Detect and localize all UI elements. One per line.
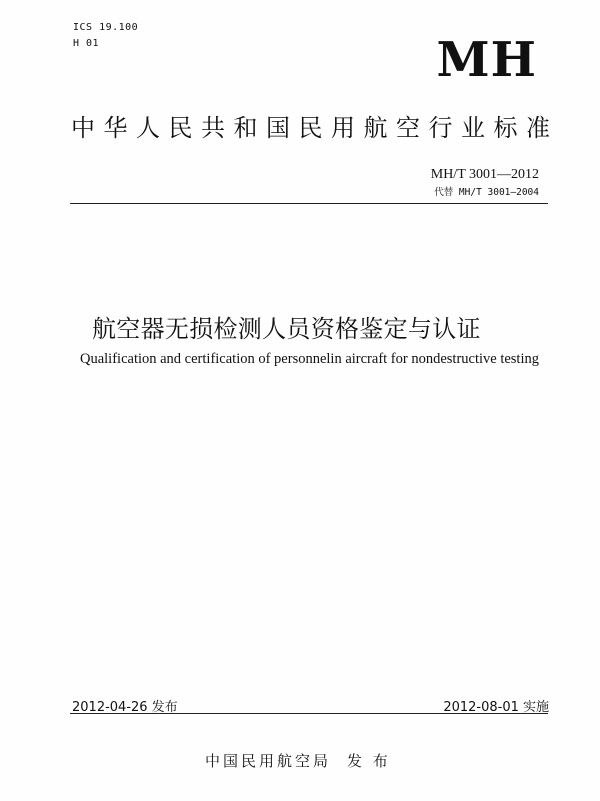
ics-code: ICS 19.100	[73, 22, 139, 33]
organization-title: 中华人民共和国民用航空行业标准	[71, 114, 559, 142]
publisher-line	[205, 750, 391, 771]
document-title-english: Qualification and certification of personnelin aircraft for nondestructive testing	[80, 351, 539, 367]
document-title-chinese: 航空器无损检测人员资格鉴定与认证	[92, 315, 481, 343]
mh-logo: MH	[436, 32, 537, 88]
replaces-standard: 代替 MH/T 3001—2004	[434, 187, 539, 198]
bottom-divider	[70, 713, 548, 714]
implementation-date: 2012-08-01 实施	[443, 700, 549, 715]
publisher-name: 中国民用航空局	[205, 752, 332, 770]
classification-code: H 01	[73, 38, 100, 49]
standard-number: MH/T 3001—2012	[430, 167, 539, 182]
publish-label: 发 布	[347, 752, 391, 770]
top-divider	[70, 203, 548, 204]
issue-date: 2012-04-26 发布	[72, 700, 178, 715]
